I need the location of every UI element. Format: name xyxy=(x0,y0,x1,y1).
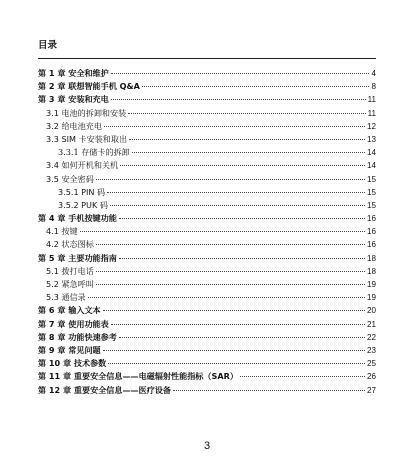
toc-entry-page: 14 xyxy=(366,148,376,158)
dot-leader xyxy=(108,363,365,364)
toc-entry-page: 11 xyxy=(367,108,376,118)
toc-entry-page: 18 xyxy=(366,253,376,263)
toc-entry-page: 16 xyxy=(366,214,376,224)
toc-entry-text: 4.1 按键 xyxy=(46,226,78,237)
toc-entry[interactable] xyxy=(38,199,376,212)
toc-entry-page: 23 xyxy=(366,345,376,355)
toc-entry-page: 21 xyxy=(366,319,376,329)
dot-leader xyxy=(119,218,365,219)
toc-entry[interactable] xyxy=(38,225,376,238)
toc-entry-page: 25 xyxy=(366,359,376,369)
toc-entry-page: 15 xyxy=(366,187,376,197)
toc-entry[interactable] xyxy=(38,265,376,278)
toc-entry-page: 15 xyxy=(366,174,376,184)
toc-entry-text: 第 9 章 常见问题 xyxy=(38,344,101,355)
toc-entry-text: 3.3.1 存储卡的拆卸 xyxy=(58,147,130,158)
dot-leader xyxy=(173,390,365,391)
heading-divider xyxy=(38,58,376,59)
toc-entry-text: 第 8 章 功能快速参考 xyxy=(38,331,117,342)
dot-leader xyxy=(103,310,365,311)
dot-leader xyxy=(240,376,365,377)
toc-entry-text: 第 1 章 安全和维护 xyxy=(38,68,109,78)
dot-leader xyxy=(107,192,365,193)
toc-entry-text: 3.5.2 PUK 码 xyxy=(58,199,108,210)
dot-leader xyxy=(132,152,365,153)
dot-leader xyxy=(120,165,365,166)
toc-entry[interactable] xyxy=(38,93,376,106)
toc-entry[interactable] xyxy=(38,107,376,120)
toc-entry-text: 5.1 拨打电话 xyxy=(46,265,94,276)
toc-entry-text: 4.2 状态图标 xyxy=(46,239,94,250)
toc-entry[interactable] xyxy=(38,384,376,397)
toc-entry-text: 第 5 章 主要功能指南 xyxy=(38,252,117,263)
toc-entry-text: 第 10 章 技术参数 xyxy=(38,358,107,369)
toc-entry-page: 8 xyxy=(371,82,376,92)
toc-entry-text: 第 11 章 重要安全信息——电磁辐射性能指标（SAR） xyxy=(38,371,238,382)
toc-entry[interactable] xyxy=(38,238,376,251)
toc-entry-page: 27 xyxy=(366,385,376,395)
toc-entry[interactable] xyxy=(38,173,376,186)
toc-entry[interactable] xyxy=(38,67,376,80)
dot-leader xyxy=(80,231,365,232)
dot-leader xyxy=(129,139,365,140)
toc-entry[interactable] xyxy=(38,146,376,159)
dot-leader xyxy=(119,337,365,338)
dot-leader xyxy=(104,126,365,127)
toc-entry-page: 15 xyxy=(366,200,376,210)
dot-leader xyxy=(103,350,365,351)
toc-entry[interactable] xyxy=(38,370,376,383)
dot-leader xyxy=(142,86,370,87)
toc-entry-page: 14 xyxy=(366,161,376,171)
toc-entry-text: 3.2 给电池充电 xyxy=(46,120,102,131)
toc-entry-page: 26 xyxy=(366,372,376,382)
toc-entry[interactable] xyxy=(38,80,376,93)
toc-entry[interactable] xyxy=(38,344,376,357)
toc-entry-text: 第 4 章 手机按键功能 xyxy=(38,213,117,224)
toc-entry-page: 16 xyxy=(366,240,376,250)
toc-entry-text: 第 3 章 安装和充电 xyxy=(38,94,109,105)
toc-entry-text: 3.5.1 PIN 码 xyxy=(58,186,106,197)
toc-entry[interactable] xyxy=(38,133,376,146)
toc-entry[interactable] xyxy=(38,252,376,265)
dot-leader xyxy=(96,244,365,245)
toc-entry[interactable] xyxy=(38,278,376,291)
toc-entry[interactable] xyxy=(38,212,376,225)
toc-entry-page: 4 xyxy=(371,69,376,78)
dot-leader xyxy=(96,179,365,180)
dot-leader xyxy=(88,297,365,298)
dot-leader xyxy=(96,284,365,285)
toc-entry-page: 22 xyxy=(366,332,376,342)
dot-leader xyxy=(111,324,365,325)
dot-leader xyxy=(128,113,365,114)
dot-leader xyxy=(110,205,365,206)
toc-entry[interactable] xyxy=(38,291,376,304)
toc-entry[interactable] xyxy=(38,186,376,199)
toc-entry-page: 19 xyxy=(366,293,376,303)
toc-entry-page: 19 xyxy=(366,280,376,289)
toc-entry-text: 3.4 如何开机和关机 xyxy=(46,160,119,171)
toc-entry[interactable] xyxy=(38,304,376,317)
toc-entry-text: 第 7 章 使用功能表 xyxy=(38,318,109,329)
toc-entry-page: 11 xyxy=(367,95,376,105)
toc-entry-text: 第 12 章 重要安全信息——医疗设备 xyxy=(38,384,172,395)
dot-leader xyxy=(96,271,365,272)
toc-entry-page: 12 xyxy=(366,121,376,131)
toc-heading: 目录 xyxy=(38,40,58,51)
dot-leader xyxy=(111,99,366,100)
toc-entry-text: 第 2 章 联想智能手机 Q&A xyxy=(38,81,140,92)
toc-entry-text: 3.3 SIM 卡安装和取出 xyxy=(46,133,128,144)
toc-entry[interactable] xyxy=(38,120,376,133)
toc-entry-page: 18 xyxy=(366,266,376,276)
toc-entry-text: 第 6 章 输入文本 xyxy=(38,305,101,316)
toc-list xyxy=(38,67,376,397)
toc-entry-page: 13 xyxy=(366,134,376,144)
toc-entry-text: 5.3 通信录 xyxy=(46,292,86,303)
toc-entry[interactable] xyxy=(38,357,376,370)
page-number: 3 xyxy=(203,440,211,452)
toc-entry-text: 3.1 电池的拆卸和安装 xyxy=(46,107,127,118)
toc-entry-text: 3.5 安全密码 xyxy=(46,173,94,184)
toc-entry[interactable] xyxy=(38,159,376,172)
dot-leader xyxy=(119,258,365,259)
toc-entry-page: 20 xyxy=(366,306,376,316)
dot-leader xyxy=(111,73,370,74)
toc-entry-text: 5.2 紧急呼叫 xyxy=(46,279,94,289)
toc-entry[interactable] xyxy=(38,318,376,331)
toc-entry[interactable] xyxy=(38,331,376,344)
toc-entry-page: 16 xyxy=(366,227,376,237)
